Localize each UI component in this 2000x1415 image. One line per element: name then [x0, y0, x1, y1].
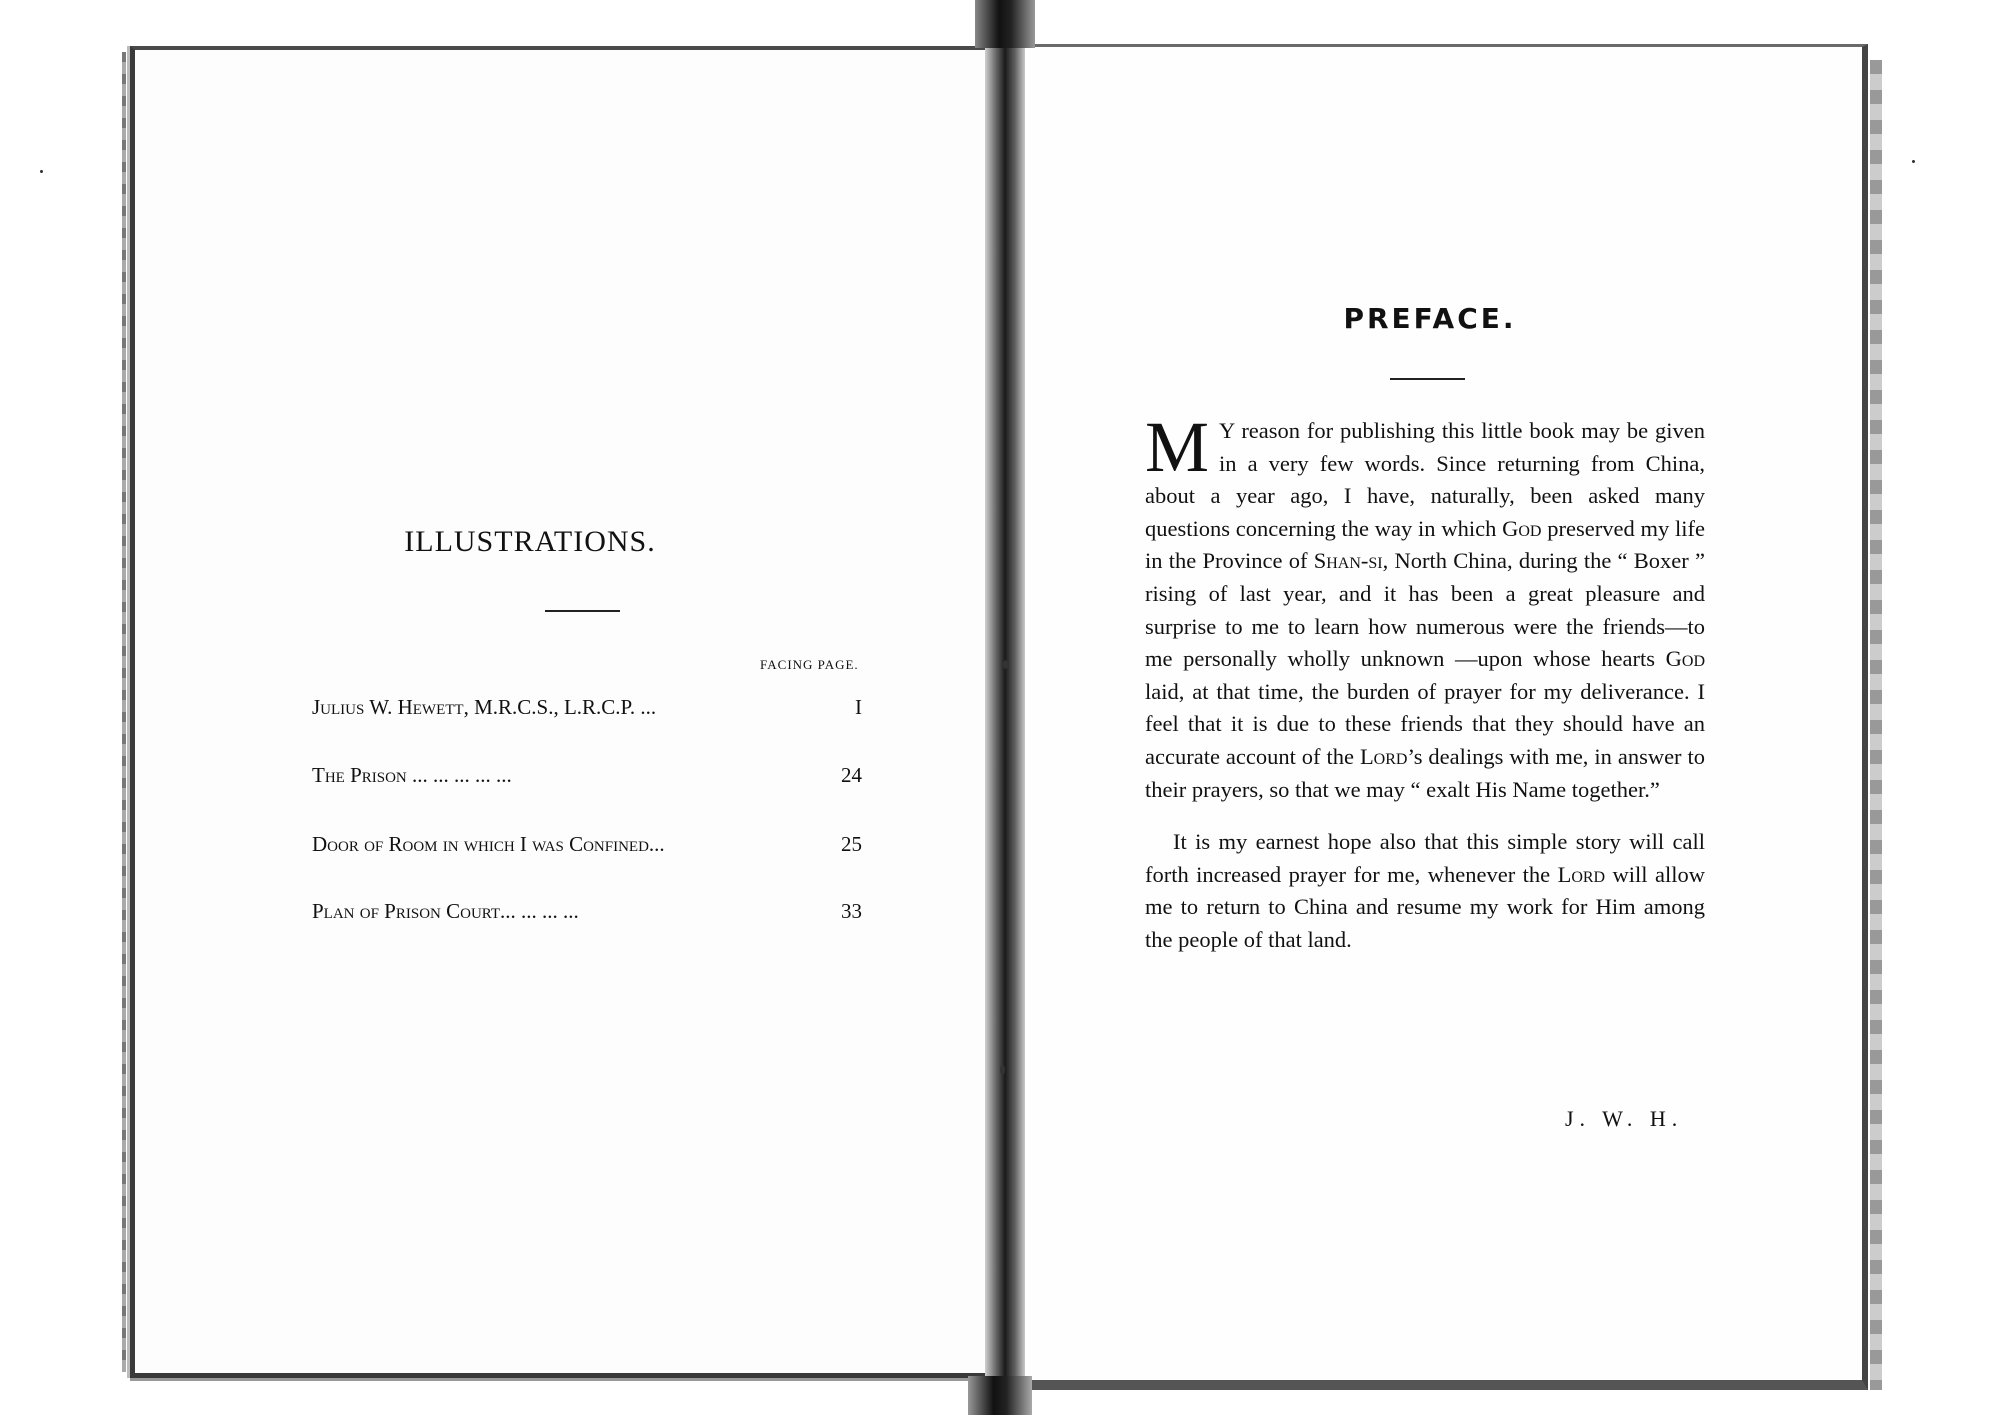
right-page-edge — [1870, 60, 1882, 1390]
illustration-label: The Prison ... ... ... ... ... — [312, 763, 512, 787]
title-rule-left — [545, 610, 620, 612]
text-run-smallcaps: Lord — [1557, 861, 1606, 887]
paper-speck — [1003, 660, 1008, 669]
spine-top — [975, 0, 1035, 48]
text-run: ’s dealings with me, in answer to their prayers, so that we may “ exalt His Name together.” — [1145, 743, 1706, 802]
preface-paragraph-1 — [1145, 407, 1706, 806]
paper-speck — [40, 170, 43, 173]
text-run-smallcaps: God — [1502, 515, 1542, 541]
illustration-label: Door of Room in which I was Confined... — [312, 832, 665, 856]
illustration-label: Plan of Prison Court... ... ... ... — [312, 899, 579, 923]
facing-page-header: FACING PAGE. — [760, 657, 859, 672]
preface-title: PREFACE. — [1343, 302, 1517, 335]
illustration-page: 33 — [841, 899, 862, 923]
text-run: , North China, during the “ Boxer ” rising of last year, and it has been a great pleasure and surprise to me to learn how numerous were the friends—to me personally wholly unknown —upon whose hearts — [1145, 548, 1705, 672]
text-run: Y reason for publishing this little book may be given in a very few words. Since returning from China, about a year ago, I have, naturally, been asked many questions concerning the way in which — [1145, 418, 1705, 541]
preface-paragraph-2 — [1145, 826, 1705, 956]
list-item — [312, 695, 872, 725]
illustration-page: I — [855, 695, 862, 719]
illustration-page: 24 — [841, 763, 862, 787]
list-item — [312, 832, 872, 862]
spine-bottom — [968, 1376, 1032, 1415]
text-run-smallcaps: Shan-si — [1313, 548, 1383, 574]
illustrations-title: ILLUSTRATIONS. — [404, 525, 656, 558]
text-run: laid, at that time, the burden of prayer for my deliverance. I feel that it is due to these friends that they should have an accurate account of the — [1145, 678, 1705, 769]
drop-cap: M — [1145, 407, 1210, 487]
illustration-page: 25 — [841, 832, 862, 856]
left-page-edge — [122, 52, 126, 1372]
title-rule-right — [1390, 378, 1465, 380]
book-gutter — [985, 0, 1025, 1415]
text-run: preserved my life in the Province of — [1145, 515, 1705, 574]
list-item — [312, 899, 872, 929]
paper-speck — [1912, 160, 1915, 163]
illustration-label: Julius W. Hewett, M.R.C.S., L.R.C.P. ... — [312, 695, 657, 719]
text-run-smallcaps: God — [1665, 646, 1705, 672]
signature-initials: J. W. H. — [1565, 1106, 1684, 1131]
text-run-smallcaps: Lord — [1359, 743, 1408, 769]
text-run: will allow me to return to China and resume my work for Him among the people of that land. — [1145, 861, 1705, 952]
preface-body — [1145, 407, 1706, 957]
paper-speck — [1000, 1065, 1005, 1075]
text-run: It is my earnest hope also that this simple story will call forth increased prayer for me, whenever the — [1145, 829, 1705, 887]
list-item — [312, 763, 872, 793]
